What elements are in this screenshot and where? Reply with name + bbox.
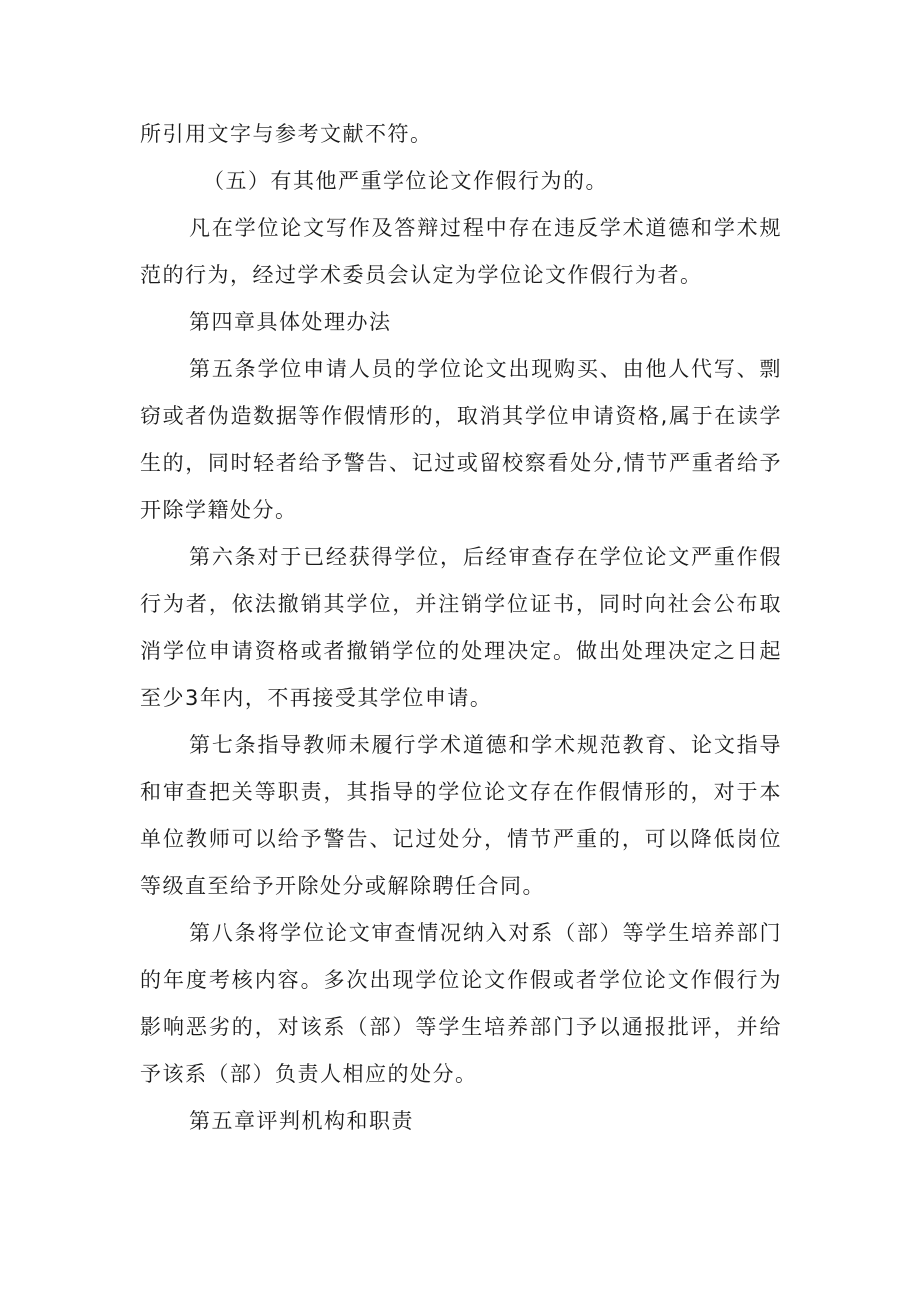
paragraph-continuation: 所引用文字与参考文献不符。 [140,122,433,146]
chapter-four-heading: 第四章具体处理办法 [189,310,392,334]
article-six: 第六条对于已经获得学位，后经审查存在学位论文严重作假行为者，依法撤销其学位，并注销学位证书，同时向社会公布取消学位申请资格或者撤销学位的处理决定。做出处理决定之日起至少3年内，不再接受其学位申请。 [140,545,782,710]
document-body [140,111,782,1145]
article-eight: 第八条将学位论文审查情况纳入对系（部）等学生培养部门的年度考核内容。多次出现学位论文作假或者学位论文作假行为影响恶劣的，对该系（部）等学生培养部门予以通报批评，并给予该系（部）负责人相应的处分。 [140,921,782,1086]
article-five: 第五条学位申请人员的学位论文出现购买、由他人代写、剽窃或者伪造数据等作假情形的，取消其学位申请资格,属于在读学生的，同时轻者给予警告、记过或留校察看处分,情节严重者给予开除学籍处分。 [140,357,782,522]
paragraph-definition: 凡在学位论文写作及答辩过程中存在违反学术道德和学术规范的行为，经过学术委员会认定为学位论文作假行为者。 [140,216,782,287]
paragraph-item-five: （五）有其他严重学位论文作假行为的。 [203,169,608,193]
chapter-five-heading: 第五章评判机构和职责 [189,1109,414,1133]
article-seven: 第七条指导教师未履行学术道德和学术规范教育、论文指导和审查把关等职责，其指导的学位论文存在作假情形的，对于本单位教师可以给予警告、记过处分，情节严重的，可以降低岗位等级直至给予开除处分或解除聘任合同。 [140,733,782,898]
